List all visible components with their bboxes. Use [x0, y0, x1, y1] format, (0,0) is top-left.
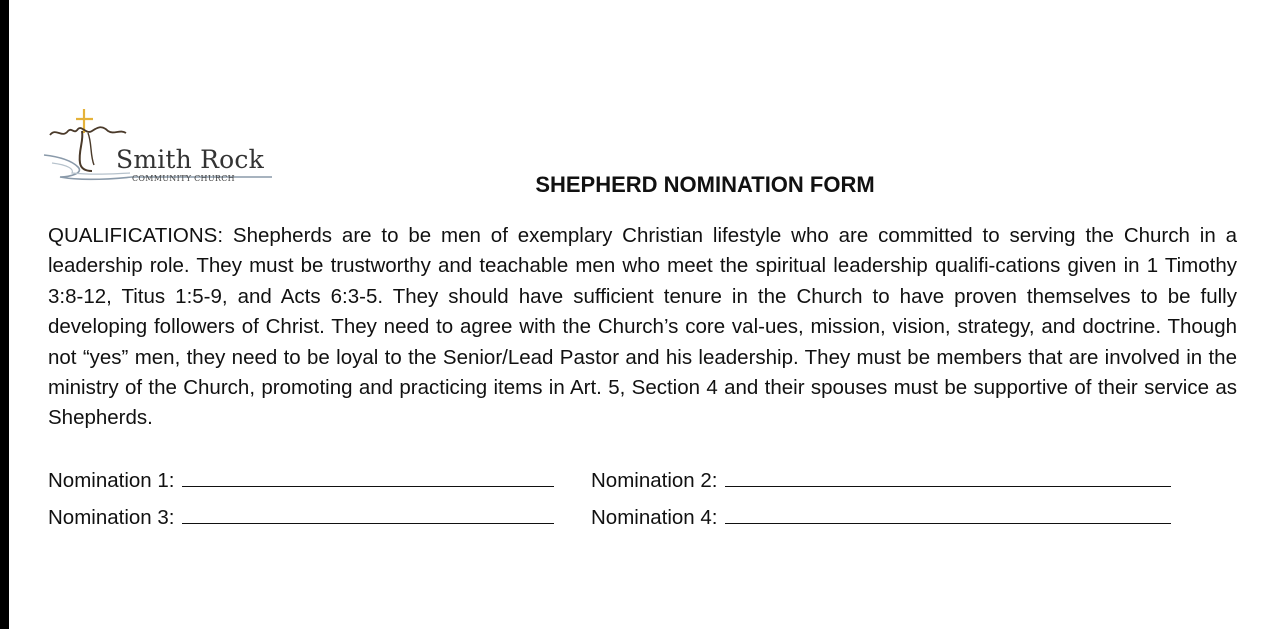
nomination-1-label: Nomination 1: — [48, 469, 175, 492]
nomination-2-label: Nomination 2: — [591, 469, 718, 492]
qualifications-paragraph: QUALIFICATIONS: Shepherds are to be men of exemplary Christian lifestyle who are committed to serving the Church in a leadership role. They must be trustworthy and teachable men who meet the spiritual leadership qualifi-cations given in 1 Timothy 3:8-12, Titus 1:5-9, and Acts 6:3-5. They should have sufficient tenure in the Church to have proven themselves to be fully developing followers of Christ. They need to agree with the Church’s core val-ues, mission, vision, strategy, and doctrine. Though not “yes” men, they need to be loyal to the Senior/Lead Pastor and his leadership. They must be members that are involved in the ministry of the Church, promoting and practicing items in Art. 5, Section 4 and their spouses must be supportive of their service as Shepherds. — [48, 224, 1237, 430]
nomination-3-label: Nomination 3: — [48, 506, 175, 529]
nomination-1-row — [48, 466, 554, 493]
nomination-3-field[interactable] — [182, 503, 554, 524]
nomination-3-row — [48, 503, 554, 530]
rock-face-line — [80, 131, 92, 171]
nomination-4-label: Nomination 4: — [591, 506, 718, 529]
nomination-4-row — [591, 503, 1171, 530]
nomination-2-row — [591, 466, 1171, 493]
left-border-bar — [0, 0, 9, 629]
nomination-1-field[interactable] — [182, 466, 554, 487]
rock-face-line-2 — [88, 133, 94, 165]
nomination-4-field[interactable] — [725, 503, 1171, 524]
nomination-2-field[interactable] — [725, 466, 1171, 487]
logo-church-name: Smith Rock — [116, 145, 264, 174]
form-title: SHEPHERD NOMINATION FORM — [535, 172, 875, 197]
logo-church-subtitle: COMMUNITY CHURCH — [132, 174, 235, 183]
